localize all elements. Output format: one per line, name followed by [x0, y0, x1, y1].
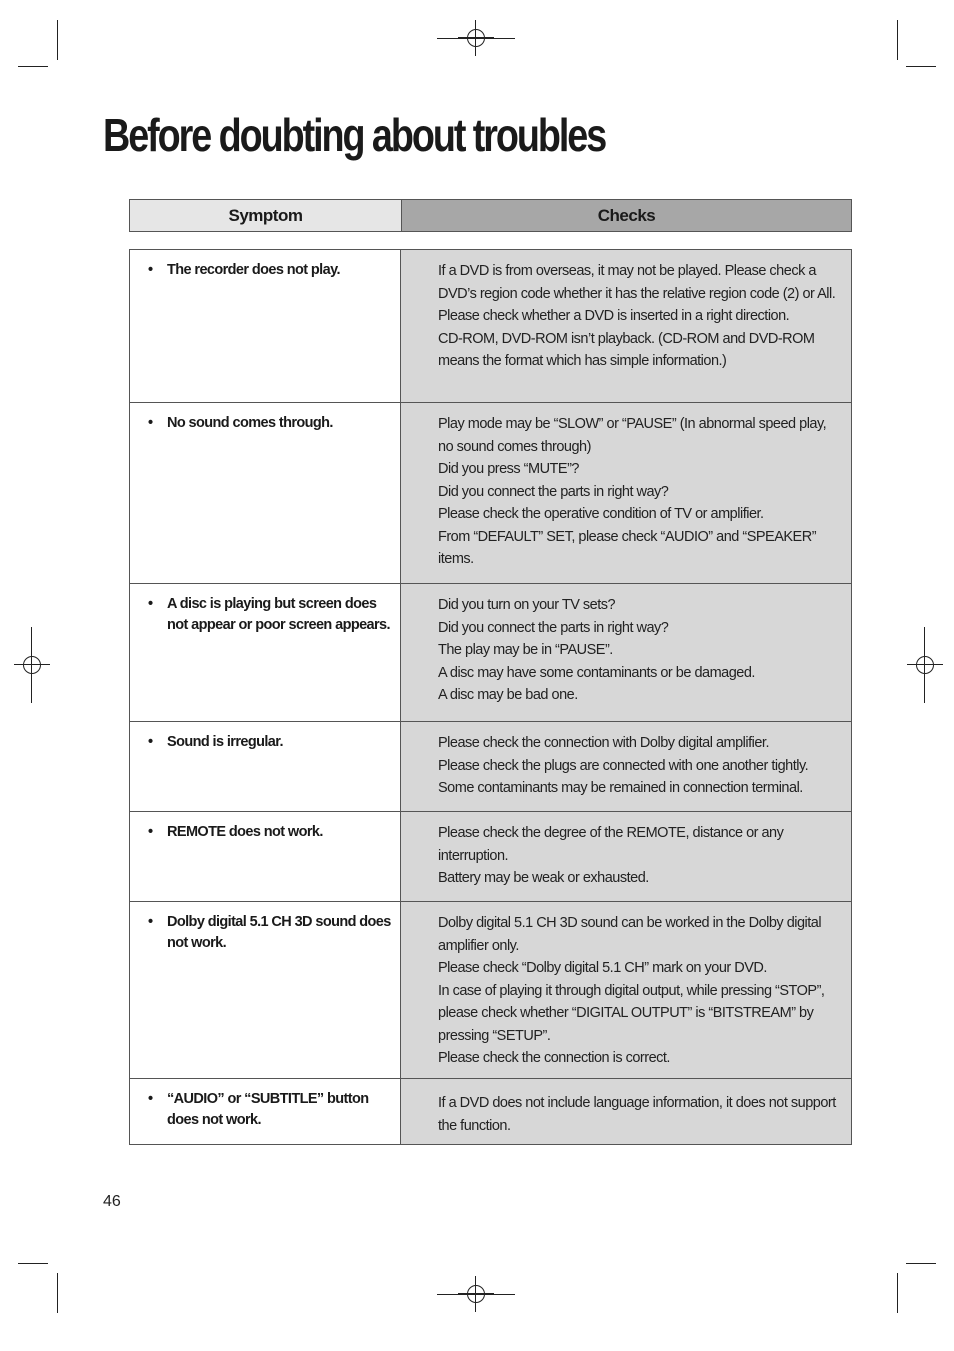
- bullet-icon: •: [148, 415, 153, 431]
- table-row: [130, 402, 851, 583]
- table-header: [129, 199, 852, 232]
- check-item: Did you turn on your TV sets?: [438, 597, 616, 613]
- check-item: Please check the connection is correct.: [438, 1050, 670, 1066]
- crop-mark: [906, 1263, 936, 1264]
- crop-mark: [897, 20, 898, 60]
- symptom-text: “AUDIO” or “SUBTITLE” button does not work.: [167, 1091, 369, 1128]
- symptom-text: Dolby digital 5.1 CH 3D sound does not work.: [167, 914, 391, 951]
- symptom-cell: [130, 812, 401, 901]
- check-item: If a DVD is from overseas, it may not be played. Please check a DVD’s region code whether it has the relative region code (2) or All.: [438, 263, 836, 302]
- symptom-cell: [130, 250, 401, 402]
- crop-mark: [57, 20, 58, 60]
- bullet-icon: •: [148, 914, 153, 930]
- symptom-text: The recorder does not play.: [167, 262, 340, 278]
- bullet-icon: •: [148, 824, 153, 840]
- troubleshooting-table: [129, 249, 852, 1145]
- page-title: Before doubting about troubles: [103, 109, 606, 161]
- check-item: A disc may be bad one.: [438, 687, 578, 703]
- table-row: [130, 250, 851, 402]
- checks-cell: [401, 902, 851, 1078]
- symptom-cell: [130, 584, 401, 721]
- check-item: Please check the plugs are connected with one another tightly.: [438, 757, 809, 774]
- check-item: From “DEFAULT” SET, please check “AUDIO” and “SPEAKER” items.: [438, 528, 817, 567]
- symptom-cell: [130, 902, 401, 1078]
- page-number: 46: [103, 1193, 121, 1210]
- check-item: Please check whether a DVD is inserted in a right direction.: [438, 308, 790, 324]
- check-item: Please check the operative condition of TV or amplifier.: [438, 506, 764, 522]
- symptom-header: Symptom: [130, 200, 402, 231]
- check-item: Please check the connection with Dolby digital amplifier.: [438, 735, 769, 751]
- bullet-icon: •: [148, 262, 153, 278]
- check-item: Some contaminants may be remained in connection terminal.: [438, 780, 803, 796]
- check-item: Please check the degree of the REMOTE, distance or any interruption.: [438, 825, 784, 864]
- symptom-cell: [130, 722, 401, 811]
- check-item: Battery may be weak or exhausted.: [438, 870, 649, 886]
- symptom-text: A disc is playing but screen does not appear or poor screen appears.: [167, 596, 390, 633]
- check-item: Please check “Dolby digital 5.1 CH” mark on your DVD.: [438, 960, 767, 976]
- symptom-cell: [130, 1079, 401, 1144]
- check-item: Play mode may be “SLOW” or “PAUSE” (In abnormal speed play, no sound comes through): [438, 416, 827, 455]
- check-item: Did you connect the parts in right way?: [438, 619, 669, 636]
- table-row: [130, 811, 851, 901]
- bullet-icon: •: [148, 734, 153, 750]
- crop-mark: [18, 66, 48, 67]
- check-item: Did you press “MUTE”?: [438, 461, 579, 477]
- registration-mark-icon: [14, 647, 50, 683]
- table-row: [130, 721, 851, 811]
- check-item: In case of playing it through digital output, while pressing “STOP”, please check whether “DIGITAL OUTPUT” is “BITSTREAM” by pressing “SETUP”.: [438, 982, 825, 1044]
- crop-mark: [57, 1273, 58, 1313]
- table-row: [130, 583, 851, 721]
- check-item: CD-ROM, DVD-ROM isn’t playback. (CD-ROM and DVD-ROM means the format which has simple information.): [438, 330, 815, 369]
- registration-line: [437, 38, 515, 39]
- checks-cell: [401, 403, 851, 583]
- crop-mark: [897, 1273, 898, 1313]
- crop-mark: [906, 66, 936, 67]
- registration-line: [924, 627, 925, 703]
- table-row: [130, 1078, 851, 1144]
- checks-cell: [401, 584, 851, 721]
- symptom-text: No sound comes through.: [167, 415, 333, 431]
- check-item: A disc may have some contaminants or be damaged.: [438, 664, 755, 681]
- check-item: If a DVD does not include language information, it does not support the function.: [438, 1095, 836, 1134]
- bullet-icon: •: [148, 1091, 153, 1107]
- registration-line: [437, 1294, 515, 1295]
- registration-mark-icon: [907, 647, 943, 683]
- check-item: The play may be in “PAUSE”.: [438, 642, 613, 658]
- symptom-text: REMOTE does not work.: [167, 824, 323, 840]
- symptom-cell: [130, 403, 401, 583]
- bullet-icon: •: [148, 596, 153, 612]
- symptom-text: Sound is irregular.: [167, 734, 283, 750]
- checks-cell: [401, 250, 851, 402]
- check-item: Did you connect the parts in right way?: [438, 483, 669, 500]
- crop-mark: [18, 1263, 48, 1264]
- checks-header: Checks: [402, 200, 851, 231]
- check-item: Dolby digital 5.1 CH 3D sound can be worked in the Dolby digital amplifier only.: [438, 915, 822, 954]
- registration-line: [31, 627, 32, 703]
- checks-cell: [401, 1079, 851, 1144]
- table-row: [130, 901, 851, 1078]
- checks-cell: [401, 722, 851, 811]
- checks-cell: [401, 812, 851, 901]
